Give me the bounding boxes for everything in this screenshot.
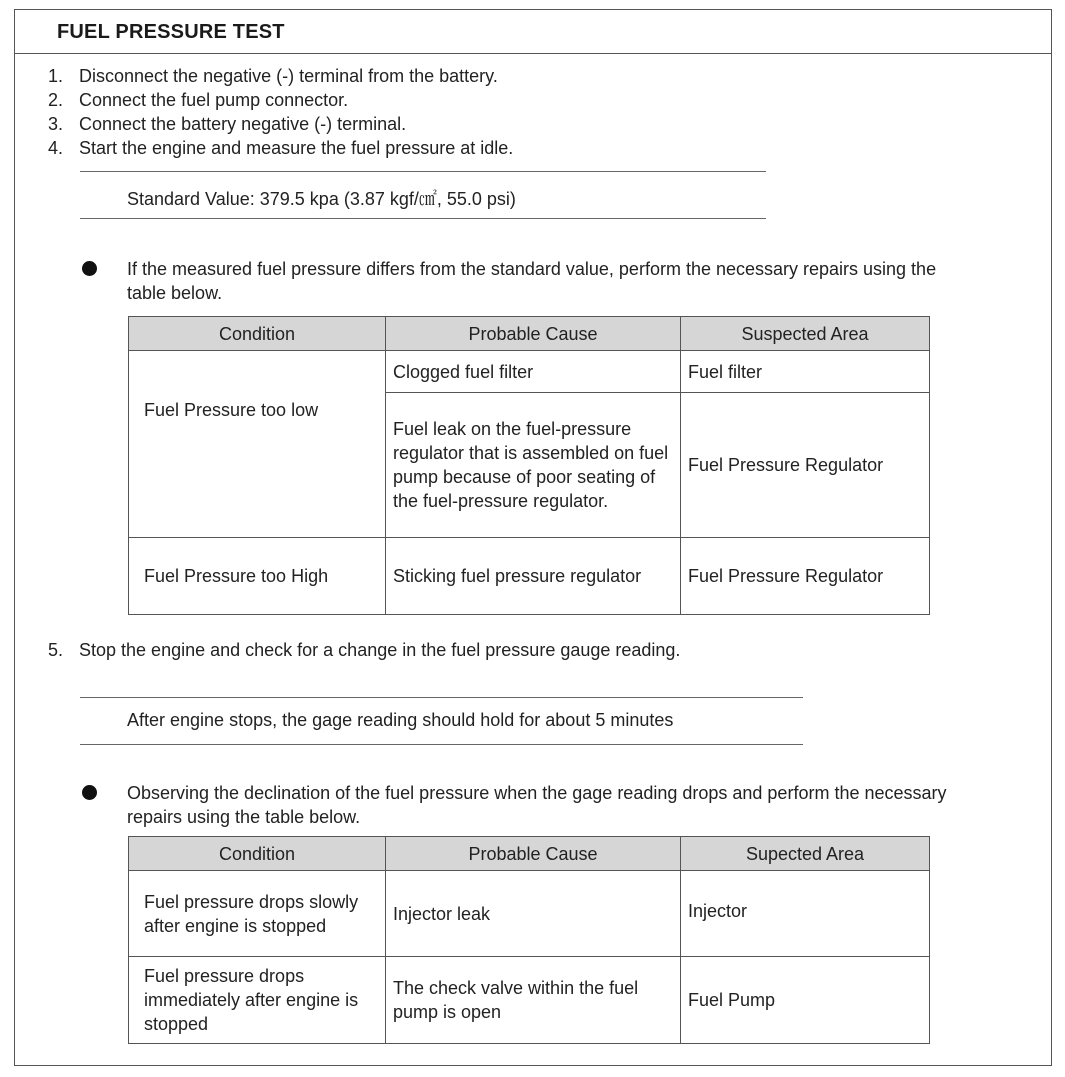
step-text: Connect the fuel pump connector.	[79, 90, 349, 110]
title-bar	[14, 9, 1052, 54]
step-3	[48, 112, 406, 136]
step-5	[48, 638, 680, 662]
cause-cell: Sticking fuel pressure regulator	[386, 538, 681, 615]
condition-cell: Fuel Pressure too High	[129, 538, 386, 615]
table-row	[129, 871, 930, 957]
table-row	[129, 538, 930, 615]
step-number: 3.	[48, 114, 64, 134]
pressure-drop-table	[128, 836, 930, 1044]
step-1	[48, 64, 498, 88]
step-number: 5.	[48, 640, 64, 660]
area-cell: Fuel Pump	[681, 957, 930, 1044]
standard-value: Standard Value: 379.5 kpa (3.87 kgf/㎠, 55.0 psi)	[127, 189, 516, 209]
step-text: Connect the battery negative (-) terminal.	[79, 114, 407, 134]
area-cell: Fuel Pressure Regulator	[681, 538, 930, 615]
header-suspected-area: Supected Area	[681, 837, 930, 871]
table-header-row	[129, 317, 930, 351]
step-text: Disconnect the negative (-) terminal from the battery.	[79, 66, 498, 86]
page-title: FUEL PRESSURE TEST	[57, 21, 285, 43]
hold-note-bottom-rule	[80, 744, 803, 745]
standard-value-top-rule	[80, 171, 766, 172]
pressure-diagnosis-table	[128, 316, 930, 615]
header-condition: Condition	[129, 837, 386, 871]
step-number: 2.	[48, 90, 64, 110]
area-cell: Fuel filter	[681, 351, 930, 393]
step-text: Start the engine and measure the fuel pressure at idle.	[79, 138, 514, 158]
table-row	[129, 957, 930, 1044]
step-4	[48, 136, 513, 160]
standard-value-bottom-rule	[80, 218, 766, 219]
bullet-text-2: Observing the declination of the fuel pressure when the gage reading drops and perform the necessary repairs using the table below.	[127, 783, 947, 827]
table-header-row	[129, 837, 930, 871]
bullet-text-1: If the measured fuel pressure differs from the standard value, perform the necessary repairs using the table below.	[127, 259, 937, 303]
area-cell: Fuel Pressure Regulator	[681, 393, 930, 538]
step-2	[48, 88, 348, 112]
bullet-dot	[82, 261, 97, 276]
condition-cell: Fuel pressure drops slowly after engine is stopped	[129, 871, 386, 957]
cause-cell: Fuel leak on the fuel-pressure regulator that is assembled on fuel pump because of poor seating of the fuel-pressure regulator.	[386, 393, 681, 538]
step-number: 4.	[48, 138, 64, 158]
bullet-dot	[82, 785, 97, 800]
area-cell: Injector	[681, 871, 930, 957]
table-row	[129, 351, 930, 393]
condition-cell: Fuel pressure drops immediately after engine is stopped	[129, 957, 386, 1044]
step-text: Stop the engine and check for a change in the fuel pressure gauge reading.	[79, 640, 681, 660]
condition-cell: Fuel Pressure too low	[129, 351, 386, 538]
header-condition: Condition	[129, 317, 386, 351]
cause-cell: Clogged fuel filter	[386, 351, 681, 393]
cause-cell: The check valve within the fuel pump is open	[386, 957, 681, 1044]
header-probable-cause: Probable Cause	[386, 317, 681, 351]
step-number: 1.	[48, 66, 64, 86]
header-probable-cause: Probable Cause	[386, 837, 681, 871]
hold-note-top-rule	[80, 697, 803, 698]
header-suspected-area: Suspected Area	[681, 317, 930, 351]
hold-note: After engine stops, the gage reading should hold for about 5 minutes	[127, 710, 674, 730]
cause-cell: Injector leak	[386, 871, 681, 957]
